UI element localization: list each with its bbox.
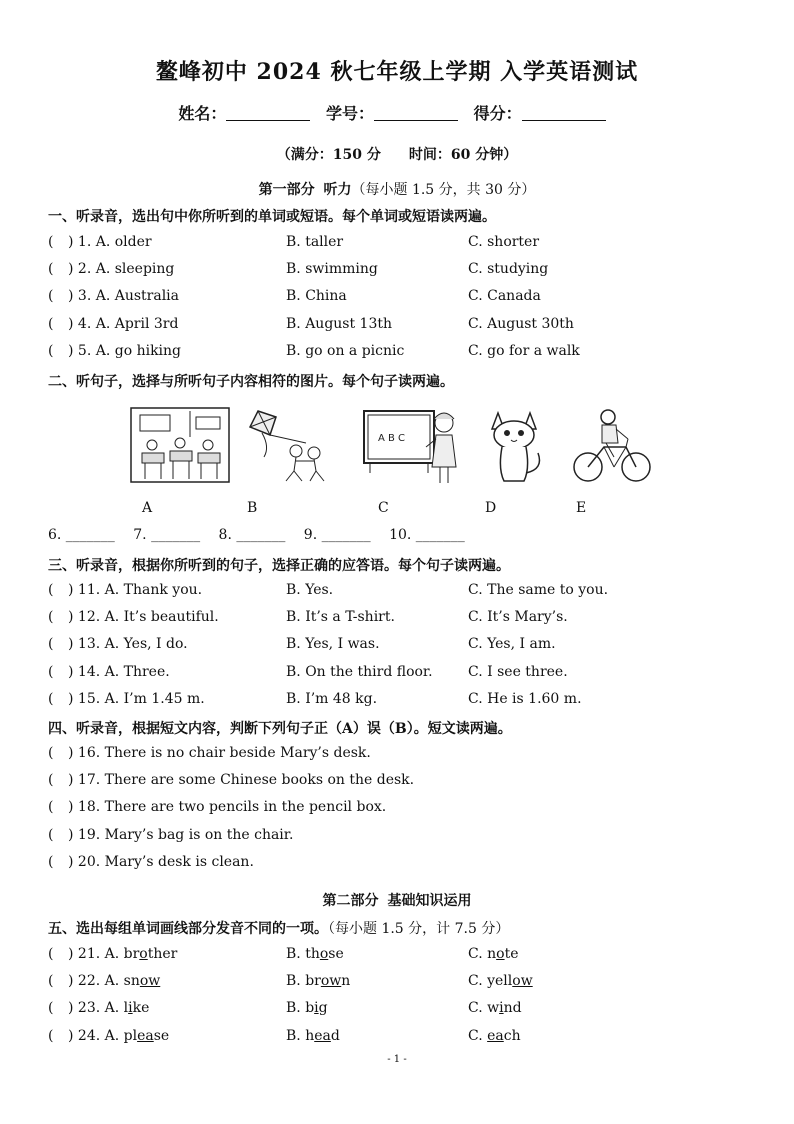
- question-option-b: B. August 13th: [286, 315, 393, 332]
- answer-paren[interactable]: (: [48, 946, 54, 962]
- question-option-a: ) 13. A. Yes, I do.: [68, 636, 188, 653]
- section3-heading: 三、听录音，根据你所听到的句子，选择正确的应答语。每个句子读两遍。: [48, 558, 510, 574]
- word-part: ch: [503, 1027, 521, 1044]
- answer-blank[interactable]: 8. _______: [218, 527, 286, 543]
- question-option-a: [68, 973, 160, 989]
- answer-blank[interactable]: 6. _______: [48, 527, 115, 543]
- question-option-a: ) 4. A. April 3rd: [68, 315, 179, 332]
- full-score: （满分：150 分: [276, 147, 381, 163]
- answer-paren[interactable]: (: [48, 288, 54, 305]
- exam-time: 时间：60 分钟）: [408, 147, 518, 163]
- word-part: d: [330, 1027, 340, 1044]
- section3-question-row: [48, 609, 748, 629]
- name-blank[interactable]: [226, 104, 310, 121]
- cat-picture: [478, 407, 552, 487]
- word-part: C. yell: [468, 973, 513, 990]
- word-part: B. th: [286, 946, 320, 962]
- section4-question-row: [48, 772, 748, 792]
- blackboard-picture: [360, 407, 470, 487]
- part1-heading: 第一部分 听力（每小题 1.5 分，共 30 分）: [258, 182, 536, 198]
- page-number: - 1 -: [387, 1054, 407, 1065]
- question-number: ) 22. A.: [68, 973, 124, 990]
- section4-heading: 四、听录音，根据短文内容，判断下列句子正（A）误（B）。短文读两遍。: [48, 721, 512, 737]
- underlined-sound: ow: [512, 973, 533, 990]
- question-option-b: [286, 1000, 328, 1016]
- question-option-c: C. It’s Mary’s.: [468, 609, 568, 626]
- section1-heading: 一、听录音，选出句中你所听到的单词或短语。每个单词或短语读两遍。: [48, 209, 496, 225]
- question-option-c: C. I see three.: [468, 663, 568, 680]
- answer-blank[interactable]: 10. _______: [389, 527, 465, 543]
- part2-heading: 第二部分 基础知识运用: [322, 893, 472, 909]
- question-option-a: [68, 946, 177, 962]
- question-option-a: ) 5. A. go hiking: [68, 342, 182, 359]
- question-option-a: ) 1. A. older: [68, 234, 152, 250]
- question-option-c: [468, 1000, 522, 1016]
- section5-question-row: [48, 1000, 748, 1020]
- word-part: l: [123, 1000, 129, 1017]
- bicycle-picture: [570, 407, 656, 487]
- underlined-sound: ow: [320, 973, 342, 990]
- section3-question-row: [48, 636, 748, 656]
- section1-question-row: [48, 288, 748, 308]
- section3-question-row: [48, 582, 748, 602]
- word-part: C. w: [468, 1000, 500, 1017]
- section5-question-row: [48, 946, 748, 966]
- id-label: 学号：: [325, 104, 374, 123]
- true-false-statement: ) 20. Mary’s desk is clean.: [68, 853, 254, 870]
- question-number: ) 24. A.: [68, 1027, 124, 1044]
- question-option-a: [68, 1028, 169, 1044]
- picture-label-b: B: [247, 500, 258, 516]
- question-option-c: C. shorter: [468, 234, 540, 250]
- section4-question-row: [48, 745, 748, 765]
- exam-title: 鳌峰初中 2024 秋七年级上学期 入学英语测试: [155, 59, 639, 85]
- kite-picture: [240, 407, 330, 483]
- underlined-sound: i: [314, 1000, 319, 1017]
- section1-question-row: [48, 316, 748, 336]
- question-option-a: ) 12. A. It’s beautiful.: [68, 609, 219, 626]
- question-option-b: B. I’m 48 kg.: [286, 690, 378, 707]
- word-part: B. br: [286, 973, 321, 990]
- underlined-sound: i: [499, 1000, 504, 1017]
- section3-question-row: [48, 691, 748, 711]
- word-part: g: [318, 1000, 328, 1017]
- question-option-c: C. go for a walk: [468, 342, 580, 359]
- question-option-c: [468, 1028, 521, 1044]
- word-part: C. n: [468, 946, 497, 962]
- section1-question-row: [48, 343, 748, 363]
- answer-paren[interactable]: (: [48, 582, 54, 598]
- section5-question-row: [48, 1028, 748, 1048]
- true-false-statement: ) 18. There are two pencils in the pencil box.: [68, 799, 387, 816]
- question-option-b: B. On the third floor.: [286, 663, 433, 680]
- student-info-line: [0, 101, 794, 124]
- question-option-b: [286, 1028, 340, 1044]
- picture-answer-blanks: [48, 527, 479, 543]
- word-part: ke: [132, 1000, 150, 1017]
- answer-paren[interactable]: (: [48, 663, 54, 680]
- underlined-sound: o: [496, 946, 505, 962]
- word-part: B. h: [286, 1027, 315, 1044]
- section4-question-row: [48, 799, 748, 819]
- answer-paren[interactable]: (: [48, 690, 54, 707]
- word-part: te: [504, 946, 519, 962]
- question-option-c: C. studying: [468, 261, 549, 278]
- score-label: 得分：: [473, 104, 522, 123]
- classroom-picture: [130, 407, 230, 483]
- section5-question-row: [48, 973, 748, 993]
- question-option-b: B. It’s a T-shirt.: [286, 609, 395, 626]
- word-part: br: [123, 946, 140, 962]
- answer-paren[interactable]: (: [48, 853, 54, 870]
- answer-blank[interactable]: 9. _______: [303, 527, 371, 543]
- picture-label-a: A: [142, 500, 153, 516]
- question-option-b: B. swimming: [286, 261, 378, 278]
- picture-label-d: D: [485, 500, 497, 516]
- underlined-sound: ea: [487, 1027, 504, 1044]
- section3-question-row: [48, 664, 748, 684]
- underlined-sound: o: [319, 946, 329, 962]
- question-option-c: C. He is 1.60 m.: [468, 690, 582, 707]
- question-option-b: [286, 946, 344, 962]
- word-part: se: [153, 1027, 170, 1044]
- question-option-a: ) 15. A. I’m 1.45 m.: [68, 690, 205, 707]
- section5-heading: 五、选出每组单词画线部分发音不同的一项。（每小题 1.5 分，计 7.5 分）: [48, 921, 510, 937]
- picture-row: [130, 407, 660, 487]
- answer-paren[interactable]: (: [48, 745, 54, 761]
- question-option-b: B. China: [286, 288, 347, 305]
- question-option-c: [468, 946, 519, 962]
- question-option-c: C. Canada: [468, 288, 541, 305]
- answer-paren[interactable]: (: [48, 973, 54, 990]
- answer-paren[interactable]: (: [48, 826, 54, 843]
- section1-question-row: [48, 234, 748, 254]
- answer-paren[interactable]: (: [48, 234, 54, 250]
- section4-question-row: [48, 827, 748, 847]
- question-option-b: B. taller: [286, 234, 344, 250]
- word-part: B. b: [286, 1000, 315, 1017]
- answer-paren[interactable]: (: [48, 342, 54, 359]
- underlined-sound: o: [139, 946, 148, 962]
- true-false-statement: ) 19. Mary’s bag is on the chair.: [68, 826, 294, 843]
- answer-paren[interactable]: (: [48, 1000, 54, 1017]
- section2-heading: 二、听句子，选择与所听句子内容相符的图片。每个句子读两遍。: [48, 374, 454, 390]
- score-blank[interactable]: [522, 104, 606, 121]
- exam-meta: [0, 144, 794, 164]
- underlined-sound: ow: [139, 973, 161, 990]
- word-part: sn: [123, 973, 140, 990]
- question-option-c: [468, 973, 533, 989]
- answer-paren[interactable]: (: [48, 636, 54, 653]
- question-option-b: B. go on a picnic: [286, 342, 405, 359]
- word-part: se: [328, 946, 344, 962]
- answer-paren[interactable]: (: [48, 315, 54, 332]
- name-label: 姓名：: [178, 104, 227, 123]
- answer-paren[interactable]: (: [48, 1027, 54, 1044]
- answer-blank[interactable]: 7. _______: [133, 527, 201, 543]
- question-option-c: C. August 30th: [468, 315, 574, 332]
- section1-question-row: [48, 261, 748, 281]
- answer-paren[interactable]: (: [48, 799, 54, 816]
- picture-label-c: C: [378, 500, 389, 516]
- id-blank[interactable]: [374, 104, 458, 121]
- question-option-a: ) 2. A. sleeping: [68, 261, 175, 278]
- word-part: C.: [468, 1027, 488, 1044]
- answer-paren[interactable]: (: [48, 609, 54, 626]
- question-option-c: C. Yes, I am.: [468, 636, 556, 653]
- question-option-a: ) 3. A. Australia: [68, 288, 180, 305]
- underlined-sound: ea: [137, 1027, 154, 1044]
- question-option-b: B. Yes, I was.: [286, 636, 380, 653]
- picture-label-e: E: [576, 500, 587, 516]
- answer-paren[interactable]: (: [48, 261, 54, 278]
- question-option-b: [286, 973, 350, 989]
- question-option-a: ) 14. A. Three.: [68, 663, 170, 680]
- question-number: ) 21. A.: [68, 946, 124, 962]
- word-part: pl: [123, 1027, 138, 1044]
- question-option-b: B. Yes.: [286, 582, 334, 598]
- word-part: ther: [147, 946, 178, 962]
- blackboard-text: A B C: [378, 433, 406, 444]
- word-part: n: [341, 973, 351, 990]
- question-number: ) 23. A.: [68, 1000, 124, 1017]
- answer-paren[interactable]: (: [48, 772, 54, 789]
- question-option-a: ) 11. A. Thank you.: [68, 582, 203, 598]
- true-false-statement: ) 16. There is no chair beside Mary’s desk.: [68, 745, 371, 761]
- question-option-a: [68, 1000, 149, 1016]
- underlined-sound: i: [128, 1000, 133, 1017]
- question-option-c: C. The same to you.: [468, 582, 609, 598]
- underlined-sound: ea: [314, 1027, 331, 1044]
- section4-question-row: [48, 854, 748, 874]
- true-false-statement: ) 17. There are some Chinese books on the desk.: [68, 772, 415, 789]
- word-part: nd: [503, 1000, 522, 1017]
